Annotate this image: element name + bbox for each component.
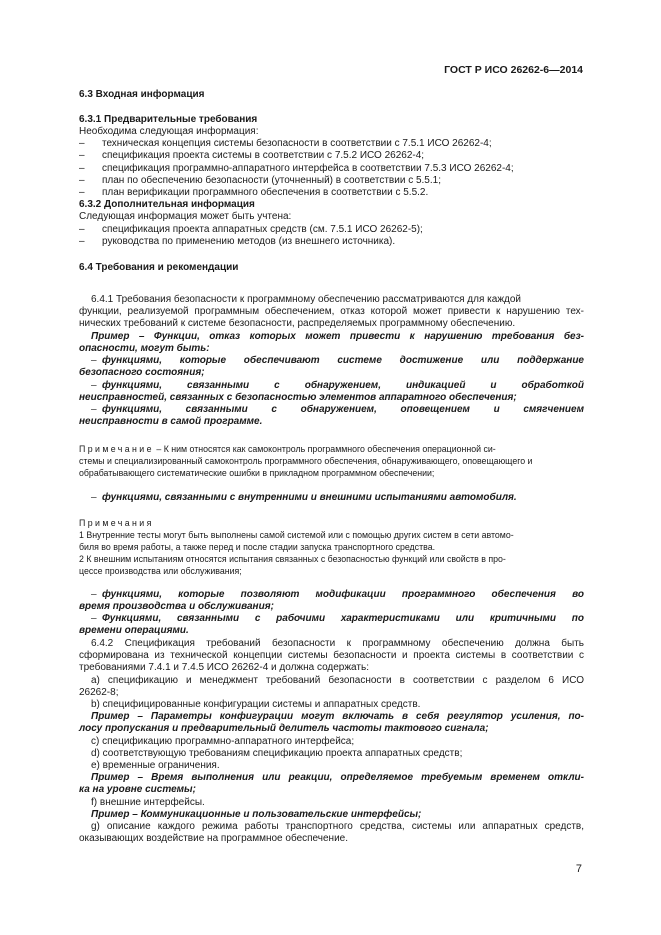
list-item-f: f) внешние интерфейсы. [91,797,205,808]
list-item-d: d) соответствующую требованиям спецификацию проекта аппаратных средств; [91,748,463,759]
section-6-4-title: 6.4 Требования и рекомендации [79,262,239,273]
list-item-b: b) специфицированные конфигурации системы и аппаратных средств. [91,699,421,710]
example-line: Пример – Время выполнения или реакции, определяемое требуемым временем откли- [91,772,584,783]
note-line: Примечание – К ним относятся как самоконтроль программного обеспечения операционной си- [79,444,496,454]
section-6-3-1-intro: Необходима следующая информация: [79,126,259,137]
section-6-3-1-title: 6.3.1 Предварительные требования [79,114,258,125]
example-line: ка на уровне системы; [79,784,196,795]
note-line: 2 К внешним испытаниям относятся испытания связанных с безопасностью функций или свойств в про- [79,554,506,564]
list-item-a-cont: 26262-8; [79,687,119,698]
notes-label: Примечания [79,518,154,528]
list-item-g: g) описание каждого режима работы транспортного средства, системы или аппаратных средств, [91,821,584,832]
example-line: времени операциями. [79,625,189,636]
paragraph-line: нических требований к системе безопасности, распределяемых программному обеспечению. [79,318,516,329]
paragraph-line: сформирована из технической концепции системы безопасности и проекта системы в соответствии с [79,650,584,661]
example-line: Пример – Функции, отказ которых может привести к нарушению требования без- [91,331,584,342]
example-line: Пример – Коммуникационные и пользовательские интерфейсы; [91,809,422,820]
example-line: неисправности в самой программе. [79,416,263,427]
example-line: безопасного состояния; [79,367,205,378]
section-6-3-2-title: 6.3.2 Дополнительная информация [79,199,255,210]
list-item-e: е) временные ограничения. [91,760,220,771]
paragraph-line: функции, реализуемой программным обеспечением, отказ которой может привести к нарушению тех- [79,306,584,317]
list-item-c: с) спецификацию программно-аппаратного интерфейса; [91,736,355,747]
paragraph-line: требованиями 7.4.1 и 7.4.5 ИСО 26262-4 и должна содержать: [79,662,369,673]
example-line: Пример – Параметры конфигурации могут включать в себя регулятор усиления, по- [91,711,584,722]
note-line: обрабатывающего систематические ошибки в прикладном программном обеспечении; [79,468,435,478]
example-line: лосу пропускания и предварительный делитель частоты тактового сигнала; [79,723,489,734]
example-line: время производства и обслуживания; [79,601,274,612]
list-item-a: а) спецификацию и менеджмент требований безопасности в соответствии с разделом 6 ИСО [91,675,584,686]
example-line: неисправностей, связанных с безопасностью элементов аппаратного обеспечения; [79,392,517,403]
section-6-3-title: 6.3 Входная информация [79,89,205,100]
page-number: 7 [575,863,582,875]
paragraph-line: 6.4.1 Требования безопасности к программному обеспечению рассматриваются для каждой [91,294,521,305]
section-6-3-2-intro: Следующая информация может быть учтена: [79,211,292,222]
header-doc-code: ГОСТ Р ИСО 26262-6—2014 [444,64,583,76]
note-line: цессе производства или обслуживания; [79,566,242,576]
note-line: стемы и специализированный самоконтроль программного обеспечения, обнаруживающего, оповещающего и [79,456,533,466]
list-item-g-cont: оказывающих воздействие на программное обеспечение. [79,833,348,844]
example-line: опасности, могут быть: [79,343,210,354]
note-line: биля во время работы, а также перед и после стадии запуска транспортного средства. [79,542,436,552]
note-line: 1 Внутренние тесты могут быть выполнены самой системой или с помощью других систем в сети автомо- [79,530,514,540]
paragraph-line: 6.4.2 Спецификация требований безопасности к программному обеспечению должна быть [91,638,584,649]
